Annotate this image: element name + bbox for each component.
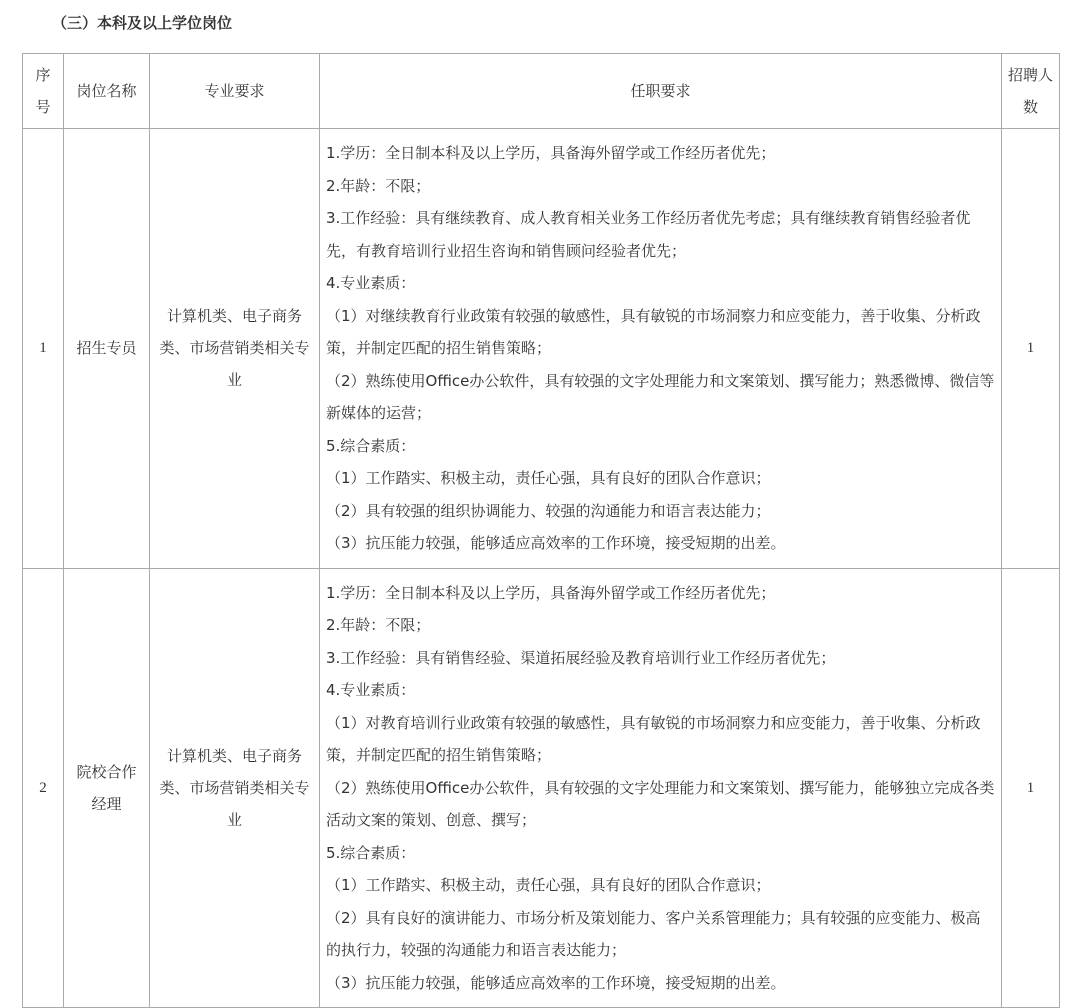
requirement-line: （2）具有较强的组织协调能力、较强的沟通能力和语言表达能力；: [326, 501, 771, 520]
major-requirement: 计算机类、电子商务类、市场营销类相关专业: [150, 129, 320, 569]
row-number: 2: [23, 568, 64, 1008]
requirement-line: 3.工作经验：具有继续教育、成人教育相关业务工作经历者优先考虑；具有继续教育销售经验者优先，有教育培训行业招生咨询和销售顾问经验者优先；: [326, 209, 971, 260]
requirement-line: （2）熟练使用Office办公软件，具有较强的文字处理能力和文案策划、撰写能力，能够独立完成各类活动文案的策划、创意、撰写；: [326, 778, 995, 829]
hiring-count: 1: [1002, 129, 1060, 569]
requirement-line: 2.年龄：不限；: [326, 616, 431, 634]
table-row: [23, 568, 1060, 1008]
requirement-line: （1）工作踏实、积极主动，责任心强，具有良好的团队合作意识；: [326, 876, 771, 894]
requirement-line: （1）工作踏实、积极主动，责任心强，具有良好的团队合作意识；: [326, 469, 771, 487]
requirement-line: （1）对教育培训行业政策有较强的敏感性，具有敏锐的市场洞察力和应变能力，善于收集、分析政策，并制定匹配的招生销售策略；: [326, 713, 981, 764]
header-count: 招聘人数: [1002, 54, 1060, 129]
hiring-count: 1: [1002, 568, 1060, 1008]
requirement-line: （3）抗压能力较强，能够适应高效率的工作环境，接受短期的出差。: [326, 973, 786, 992]
requirement-line: 3.工作经验：具有销售经验、渠道拓展经验及教育培训行业工作经历者优先；: [326, 648, 836, 667]
job-requirements: [320, 129, 1002, 569]
row-number: 1: [23, 129, 64, 569]
requirement-line: （2）熟练使用Office办公软件，具有较强的文字处理能力和文案策划、撰写能力；熟悉微博、微信等新媒体的运营；: [326, 371, 995, 422]
header-requirements: 任职要求: [320, 54, 1002, 129]
requirement-line: 5.综合素质：: [326, 436, 416, 455]
requirement-line: 4.专业素质：: [326, 681, 416, 699]
position-name: 院校合作经理: [64, 568, 150, 1008]
job-requirements: [320, 568, 1002, 1008]
position-name: 招生专员: [64, 129, 150, 569]
requirement-line: 2.年龄：不限；: [326, 176, 431, 195]
header-no: 序号: [23, 54, 64, 129]
header-major: 专业要求: [150, 54, 320, 129]
major-requirement: 计算机类、电子商务类、市场营销类相关专业: [150, 568, 320, 1008]
requirement-line: 1.学历：全日制本科及以上学历，具备海外留学或工作经历者优先；: [326, 583, 776, 602]
section-heading: （三）本科及以上学位岗位: [52, 14, 233, 32]
requirement-line: 1.学历：全日制本科及以上学历，具备海外留学或工作经历者优先；: [326, 144, 776, 162]
positions-table: [22, 53, 1060, 1008]
requirement-line: 4.专业素质：: [326, 274, 416, 292]
header-position: 岗位名称: [64, 54, 150, 129]
requirement-line: （2）具有良好的演讲能力、市场分析及策划能力、客户关系管理能力；具有较强的应变能力、极高的执行力，较强的沟通能力和语言表达能力；: [326, 908, 981, 959]
requirement-line: （1）对继续教育行业政策有较强的敏感性，具有敏锐的市场洞察力和应变能力，善于收集、分析政策，并制定匹配的招生销售策略；: [326, 306, 981, 357]
table-header-row: [23, 54, 1060, 129]
table-row: [23, 129, 1060, 569]
requirement-line: 5.综合素质：: [326, 843, 416, 862]
requirement-line: （3）抗压能力较强，能够适应高效率的工作环境，接受短期的出差。: [326, 534, 786, 552]
